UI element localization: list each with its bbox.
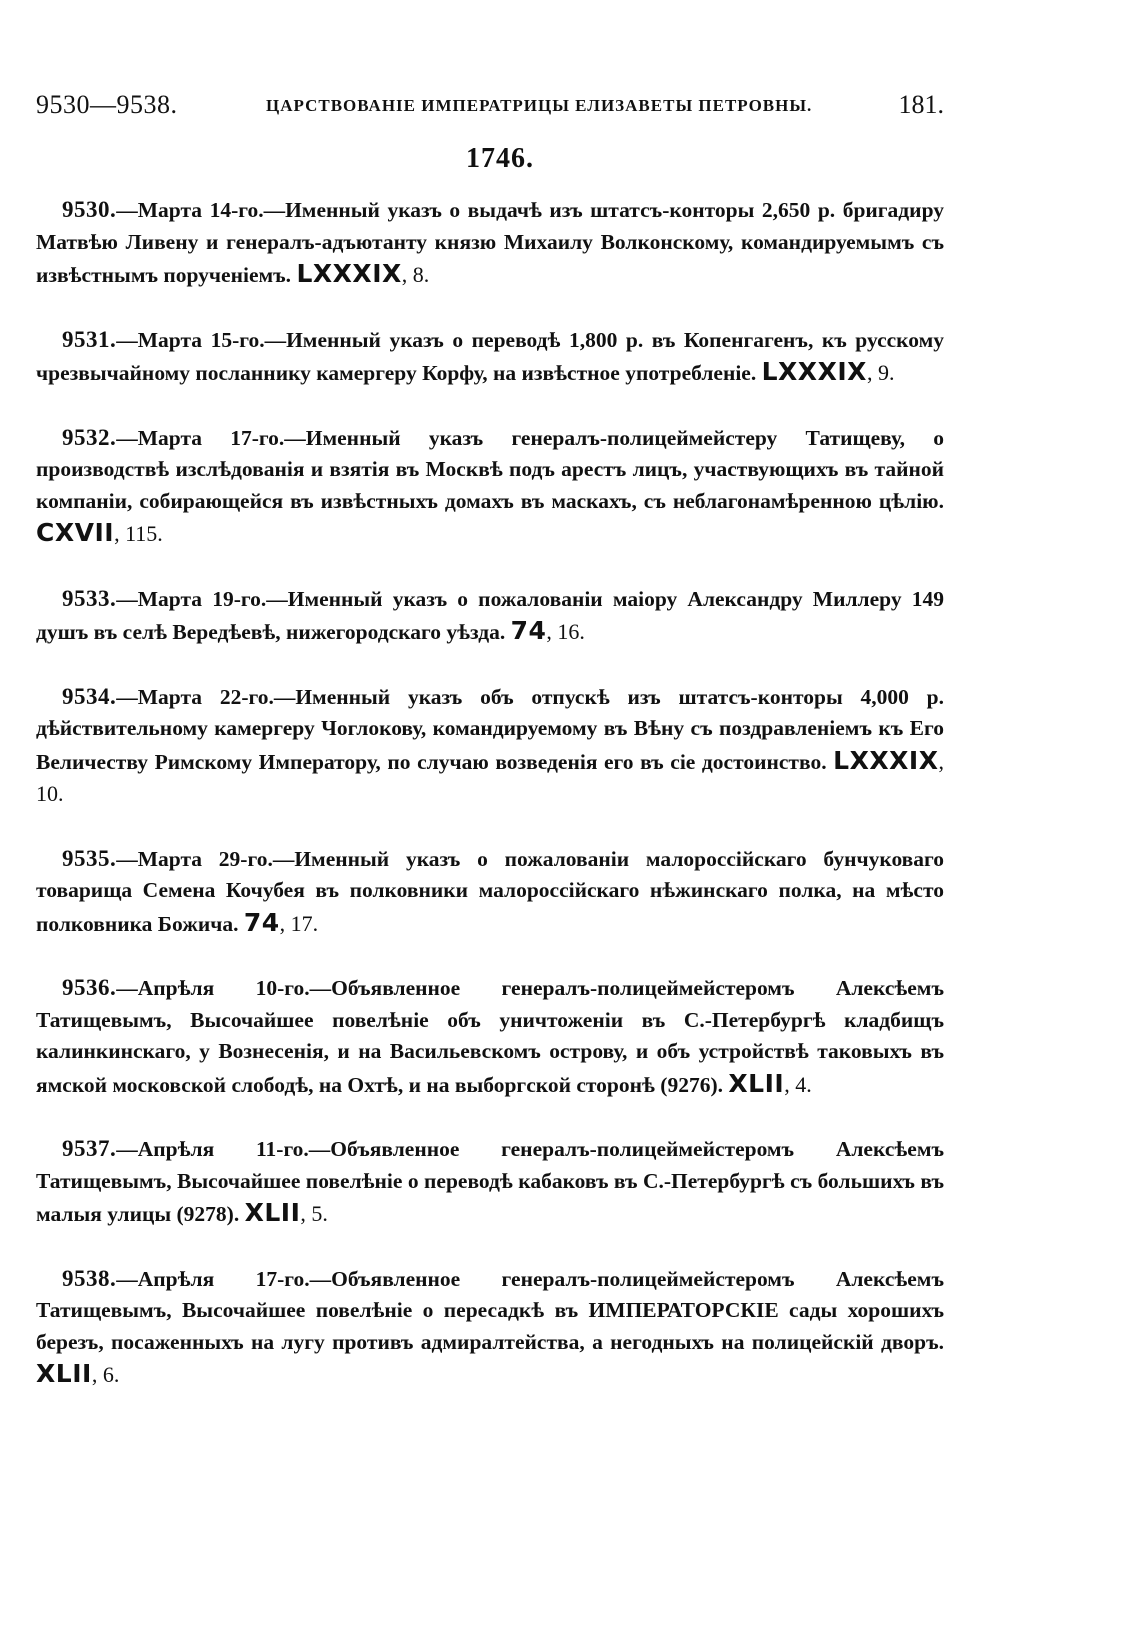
entry-body: —Марта 14-го.—Именный указъ о выдачѣ изъ штатсъ-конторы 2,650 р. бригадиру Матвѣю Ливену и генералъ-адъютанту князю Михаилу Волконскому, командируемымъ съ извѣстнымъ порученіемъ. bbox=[36, 198, 944, 287]
year-heading: 1746. bbox=[466, 143, 534, 174]
entry-text bbox=[36, 324, 944, 390]
page-reference: , 8. bbox=[401, 262, 430, 287]
volume-reference: 74 bbox=[243, 907, 280, 937]
entry-body: —Апрѣля 10-го.—Объявленное генералъ-полицеймейстеромъ Алексѣемъ Татищевымъ, Высочайшее повелѣніе объ уничтоженіи въ С.-Петербургѣ кладбищъ калинкинскаго, у Вознесенія, и на Васильевскомъ острову, и объ устройствѣ таковыхъ въ ямской московской слободѣ, на Охтѣ, и на выборгской сторонѣ (9276). bbox=[36, 976, 944, 1097]
entry-body: —Апрѣля 17-го.—Объявленное генералъ-полицеймейстеромъ Алексѣемъ Татищевымъ, Высочайшее повелѣніе о пересадкѣ въ ИМПЕРАТОРСКІЕ сады хорошихъ березъ, посаженныхъ на лугу противъ адмиралтейства, а негодныхъ на полицейскій дворъ. bbox=[36, 1266, 944, 1354]
entry-text bbox=[36, 1263, 944, 1392]
entry-body: —Марта 29-го.—Именный указъ о пожалованіи малороссійскаго бунчуковаго товарища Семена Кочубея въ полковники малороссійскаго нѣжинскаго полка, на мѣсто полковника Божича. bbox=[36, 846, 944, 936]
entry-number: 9534. bbox=[62, 683, 117, 709]
entry-9530 bbox=[36, 194, 944, 292]
entry-text bbox=[36, 843, 944, 941]
entry-body: —Марта 19-го.—Именный указъ о пожалованіи маіору Александру Миллеру 149 душъ въ селѣ Вередѣевѣ, нижегородскаго уѣзда. bbox=[36, 586, 944, 644]
entry-text bbox=[36, 972, 944, 1101]
volume-reference: XLII bbox=[36, 1359, 92, 1388]
volume-reference: CXVII bbox=[36, 518, 115, 547]
page-reference: , 5. bbox=[300, 1201, 328, 1226]
entry-body: —Марта 15-го.—Именный указъ о переводѣ 1,800 р. въ Копенгагенъ, къ русскому чрезвычайному посланнику камергеру Корфу, на извѣстное употребленіе. bbox=[36, 327, 944, 385]
page-reference: , 115. bbox=[114, 521, 163, 546]
entry-9537 bbox=[36, 1133, 944, 1231]
entry-number: 9532. bbox=[62, 424, 117, 450]
page-number: 181. bbox=[898, 90, 944, 119]
entry-number: 9536. bbox=[62, 975, 117, 1000]
page-reference: , 9. bbox=[866, 360, 895, 385]
page-reference: , 10. bbox=[36, 748, 945, 806]
entry-9534 bbox=[36, 681, 944, 811]
volume-reference: LXXXIX bbox=[296, 259, 402, 288]
page-reference: , 16. bbox=[546, 619, 585, 644]
volume-reference: XLII bbox=[244, 1198, 301, 1227]
entry-number: 9530. bbox=[62, 197, 117, 222]
entry-body: —Марта 22-го.—Именный указъ объ отпускѣ изъ штатсъ-конторы 4,000 р. дѣйствительному камергеру Чоглокову, командируемому въ Вѣну съ поздравленіемъ къ Его Величеству Римскому Императору, по случаю возведенія его въ сіе достоинство. bbox=[36, 684, 944, 774]
volume-reference: LXXXIX bbox=[761, 357, 867, 386]
entry-9533 bbox=[36, 583, 944, 649]
volume-reference: 74 bbox=[510, 616, 547, 645]
entry-number: 9535. bbox=[62, 845, 117, 871]
entry-number: 9538. bbox=[62, 1265, 117, 1291]
page-reference: , 6. bbox=[91, 1362, 120, 1387]
entry-text bbox=[36, 583, 944, 649]
entry-text bbox=[36, 681, 944, 811]
entry-number: 9537. bbox=[62, 1136, 117, 1161]
page-reference: , 4. bbox=[784, 1071, 812, 1097]
entry-9532 bbox=[36, 422, 944, 551]
volume-reference: LXXXIX bbox=[833, 745, 939, 775]
entry-9536 bbox=[36, 972, 944, 1101]
entry-text bbox=[36, 1133, 944, 1231]
entry-body: —Марта 17-го.—Именный указъ генералъ-полицеймейстеру Татищеву, о производствѣ изслѣдованія и взятія въ Москвѣ подъ арестъ лицъ, участвующихъ въ тайной компаніи, собирающейся въ извѣстныхъ домахъ въ маскахъ, съ неблагонамѣренною цѣлію. bbox=[36, 425, 944, 513]
entry-number: 9531. bbox=[62, 326, 117, 352]
entry-number: 9533. bbox=[62, 585, 117, 611]
entry-text bbox=[36, 422, 944, 551]
entry-text bbox=[36, 194, 944, 292]
entry-9538 bbox=[36, 1263, 944, 1392]
running-header bbox=[36, 90, 944, 124]
page-reference: , 17. bbox=[279, 910, 319, 936]
entry-9531 bbox=[36, 324, 944, 390]
entry-range: 9530—9538. bbox=[36, 90, 178, 119]
entries-list bbox=[36, 194, 944, 1424]
entry-9535 bbox=[36, 843, 944, 941]
running-title: ЦАРСТВОВАНІЕ ИМПЕРАТРИЦЫ ЕЛИЗАВЕТЫ ПЕТРОВНЫ. bbox=[266, 96, 813, 115]
entry-body: —Апрѣля 11-го.—Объявленное генералъ-полицеймейстеромъ Алексѣемъ Татищевымъ, Высочайшее повелѣніе о переводѣ кабаковъ въ С.-Петербургѣ съ большихъ въ малыя улицы (9278). bbox=[36, 1137, 944, 1226]
volume-reference: XLII bbox=[728, 1068, 785, 1098]
